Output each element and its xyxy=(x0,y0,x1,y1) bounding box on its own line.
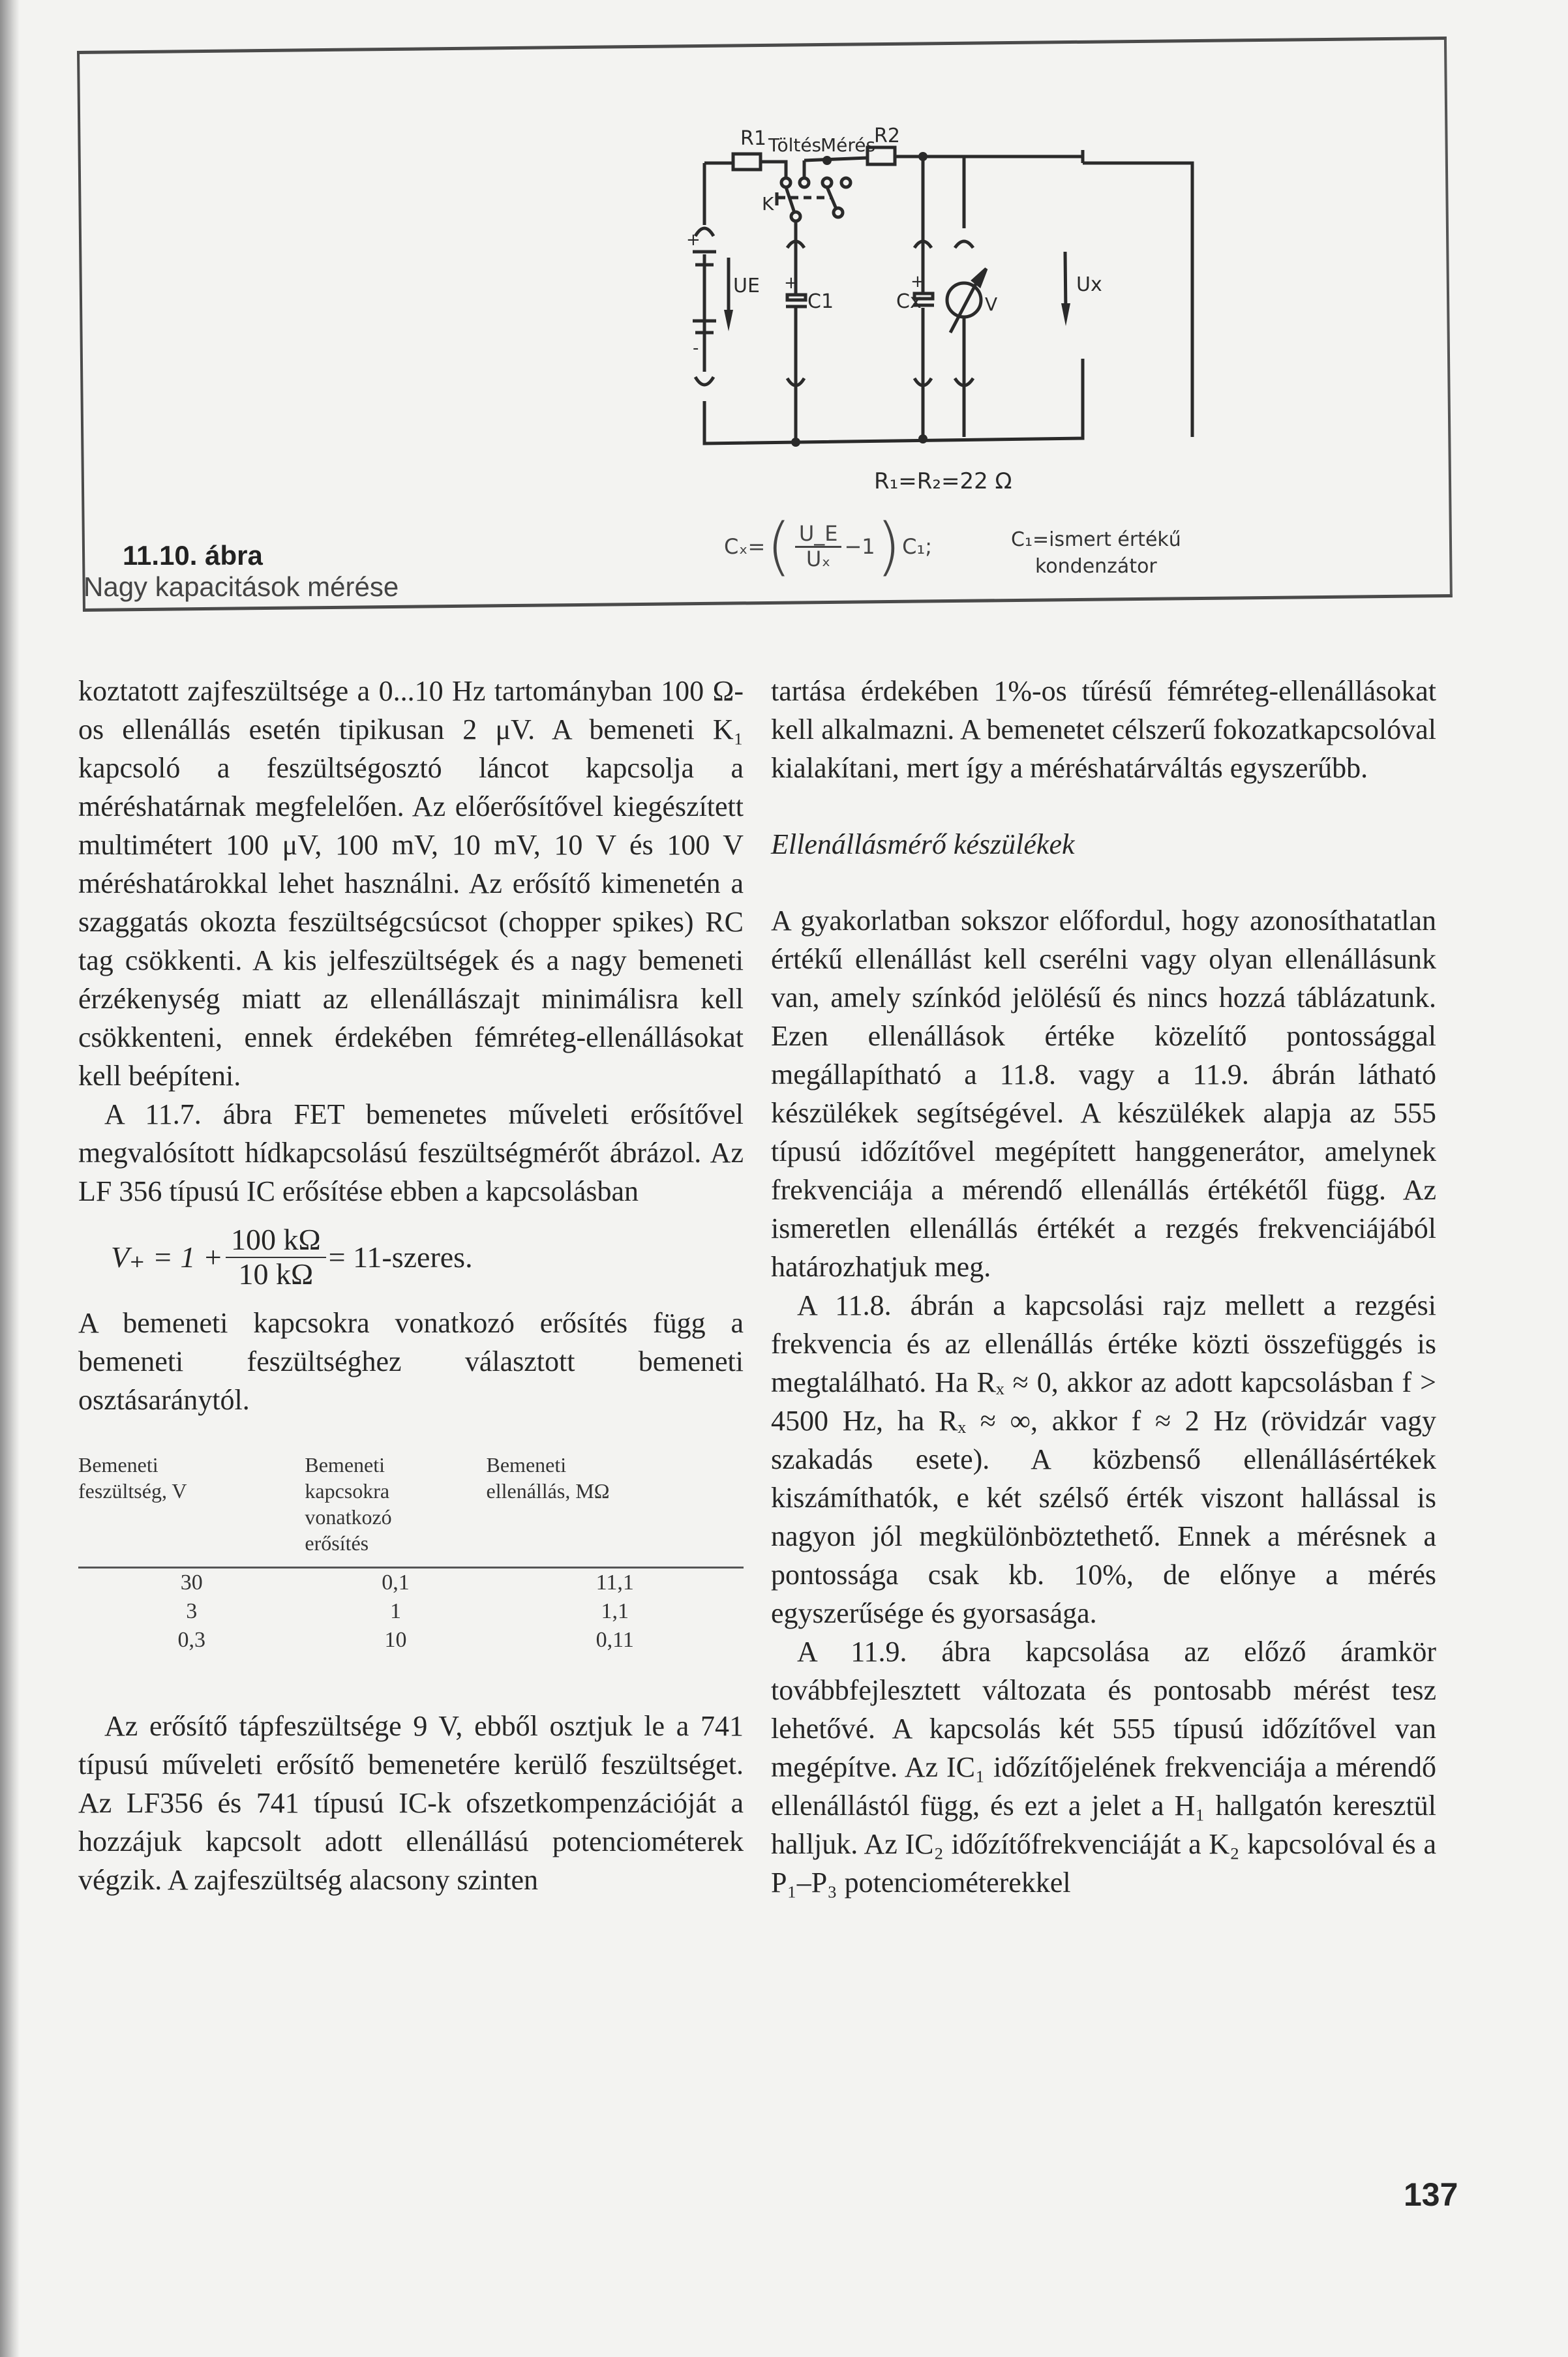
gain-table xyxy=(78,1452,744,1655)
equation-fraction xyxy=(226,1224,326,1291)
label-ue: UE xyxy=(733,275,760,297)
switch-contact xyxy=(781,178,791,187)
junction-dot xyxy=(918,152,927,161)
page-edge-shadow xyxy=(0,0,20,2357)
paren-open: ( xyxy=(766,510,791,583)
voltmeter-arrowhead xyxy=(973,269,986,286)
resistor-equation: R₁=R₂=22 Ω xyxy=(874,468,1012,494)
label-plus: + xyxy=(784,273,798,293)
table-cell: 1,1 xyxy=(601,1599,629,1624)
equation-rhs: = 11-szeres. xyxy=(328,1240,473,1274)
label-charge: Töltés xyxy=(768,134,822,156)
junction-dot xyxy=(791,438,800,447)
table-cell: 0,11 xyxy=(596,1628,634,1653)
switch-contact xyxy=(800,178,809,187)
table-header-row xyxy=(78,1452,744,1568)
formula-denominator: Uₓ xyxy=(806,546,831,571)
wire-top-r2 xyxy=(804,157,1083,228)
table-cell: 30 xyxy=(180,1570,203,1595)
ux-arrowhead xyxy=(1061,303,1070,326)
header-line: kapcsokra xyxy=(305,1479,390,1503)
table-cell: 3 xyxy=(186,1599,198,1624)
section-heading: Ellenállásmérő készülékek xyxy=(771,828,1075,860)
junction-dot xyxy=(822,156,832,165)
table-cell: 0,3 xyxy=(177,1628,205,1653)
equation-denominator: 10 kΩ xyxy=(238,1257,314,1291)
voltmeter-circle xyxy=(947,283,981,317)
label-r1: R1 xyxy=(740,127,766,150)
paragraph: A 11.8. ábrán a kapcsolási rajz mellett a rezgési frekvencia és az ellenállás értéke közti összefüggés is megtalálható. Ha Rₓ ≈ 0, akkor az adott kapcsolásban f > 4500 Hz, ha Rₓ ≈ ∞, akkor f ≈ 2 Hz (rövidzár vagy szakadás esete). A közbenső ellenállásértékek kiszámíthatók, e két szélső érték viszont hallással is nagyon jól megkülönböztethető. Ennek a mérésnek a pontossága csak kb. 10%, de előnye a mérés egyszerűsége és gyorsasága. xyxy=(771,1289,1436,1629)
paragraph: A 11.7. ábra FET bemenetes műveleti erősítővel megvalósított hídkapcsolású feszültségmérőt ábrázol. Az LF 356 típusú IC erősítése ebben a kapcsolásban xyxy=(78,1098,744,1207)
header-line: Bemeneti xyxy=(305,1453,385,1477)
label-c1: C1 xyxy=(807,290,834,313)
c1-note-line2: kondenzátor xyxy=(1035,554,1157,578)
header-line: Bemeneti xyxy=(486,1453,567,1477)
right-column xyxy=(771,672,1436,1902)
paragraph: koztatott zajfeszültsége a 0...10 Hz tartományban 100 Ω-os ellenállás esetén tipikusan 2 μV. A bemeneti K₁ kapcsoló a feszültségosztó láncot kapcsolja a méréshatárnak megfelelően. Az előerősítővel kiegészített multimétert 100 μV, 100 mV, 10 mV, 10 V és 100 V méréshatárokkal lehet használni. Az erősítő kimenetén a szaggatás okozta feszültségcsúcsot (chopper spikes) RC tag csökkenti. A kis jelfeszültségek és a nagy bemeneti érzékenység miatt az ellenállászajt minimálisra kell csökkenteni, ennek érdekében fémréteg-ellenállásokat kell beépíteni. xyxy=(78,675,744,1092)
table-row xyxy=(78,1568,744,1598)
table-header xyxy=(305,1452,486,1568)
label-cx: Cx xyxy=(896,290,922,313)
label-measure: Mérés xyxy=(821,134,876,156)
table-row xyxy=(78,1626,744,1655)
paragraph: A gyakorlatban sokszor előfordul, hogy azonosíthatatlan értékű ellenállást kell cserélni vagy olyan ellenállásunk van, amely színkód jelölésű és nincs hozzá táblázatunk. Ezen ellenállások értéke közelítő pontossággal megállapítható a 11.8. vagy a 11.9. ábrán látható készülékek segítségével. A készülékek alapja az 555 típusú időzítővel megépített hanggenerátor, amelynek frekvenciája a mérendő ellenállás értékétől függ. Az ismeretlen ellenállás értékét a rezgés frekvenciájából határozhatjuk meg. xyxy=(771,905,1436,1283)
figure-caption: Nagy kapacitások mérése xyxy=(83,571,399,602)
circuit-diagram xyxy=(652,98,1304,463)
table-cell: 1 xyxy=(389,1599,401,1624)
switch-contact xyxy=(791,212,800,221)
ue-arrowhead xyxy=(724,310,733,331)
c1-note xyxy=(1011,527,1181,580)
table-header xyxy=(487,1452,744,1568)
c1-note-line1: C₁=ismert értékű xyxy=(1011,528,1181,551)
label-switch: K xyxy=(762,193,774,215)
paragraph: tartása érdekében 1%-os tűrésű fémréteg-ellenállásokat kell alkalmazni. A bemenetet célszerű fokozatkapcsolóval kialakítani, mert így a méréshatárváltás egyszerűbb. xyxy=(771,675,1436,784)
table-cell: 10 xyxy=(384,1628,407,1653)
paragraph: A bemeneti kapcsokra vonatkozó erősítés függ a bemeneti feszültséghez választott bemeneti osztásaránytól. xyxy=(78,1307,744,1417)
gain-equation xyxy=(111,1224,744,1291)
page-number: 137 xyxy=(1404,2176,1458,2213)
resistor-r1 xyxy=(733,154,761,170)
table-row xyxy=(78,1597,744,1626)
formula-fraction xyxy=(795,522,842,570)
header-line: ellenállás, MΩ xyxy=(486,1479,610,1503)
table-cell: 0,1 xyxy=(382,1570,410,1595)
label-voltmeter: V xyxy=(985,293,998,315)
switch-blade xyxy=(786,187,836,213)
label-plus: + xyxy=(686,230,701,250)
header-line: erősítés xyxy=(305,1531,369,1555)
formula-numerator: U_E xyxy=(795,522,842,547)
switch-contact xyxy=(822,178,832,187)
equation-lhs: V₊ = 1 + xyxy=(111,1240,223,1274)
header-line: vonatkozó xyxy=(305,1505,392,1529)
switch-contact xyxy=(834,208,843,217)
junction-dot xyxy=(918,434,927,443)
equation-numerator: 100 kΩ xyxy=(226,1224,326,1258)
header-line: Bemeneti xyxy=(78,1453,158,1477)
label-plus: + xyxy=(911,272,925,292)
label-ux: Ux xyxy=(1076,273,1102,296)
figure-number: 11.10. ábra xyxy=(123,540,263,571)
switch-contact xyxy=(841,178,851,187)
label-r2: R2 xyxy=(874,125,900,147)
label-minus: - xyxy=(693,338,699,358)
paren-close: ) xyxy=(876,510,901,583)
formula-rhs: C₁; xyxy=(902,534,933,559)
left-column xyxy=(78,672,744,1899)
paragraph: Az erősítő tápfeszültsége 9 V, ebből osztjuk le a 741 típusú műveleti erősítő bemenetére kerülő feszültséget. Az LF356 és 741 típusú IC-k ofszetkompenzációját a hozzájuk kapcsolt adott ellenállású potenciométerek végzik. A zajfeszültség alacsony szinten xyxy=(78,1710,744,1897)
table-cell: 11,1 xyxy=(596,1570,634,1595)
formula-minus-one: −1 xyxy=(844,534,875,559)
cx-formula xyxy=(724,510,933,583)
header-line: feszültség, V xyxy=(78,1479,187,1503)
formula-lhs: Cₓ= xyxy=(724,534,766,559)
table-header xyxy=(78,1452,305,1568)
paragraph: A 11.9. ábra kapcsolása az előző áramkör továbbfejlesztett változata és pontosabb mérést tesz lehetővé. A kapcsolás két 555 típusú időzítővel van megépítve. Az IC₁ időzítőjelének frekvenciája a mérendő ellenállástól függ, és ezt a jelet a H₁ hallgatón keresztül halljuk. Az IC₂ időzítőfrekvenciáját a K₂ kapcsolóval és a P₁–P₃ potenciométerekkel xyxy=(771,1636,1436,1899)
capacitor-c1 xyxy=(787,295,806,300)
